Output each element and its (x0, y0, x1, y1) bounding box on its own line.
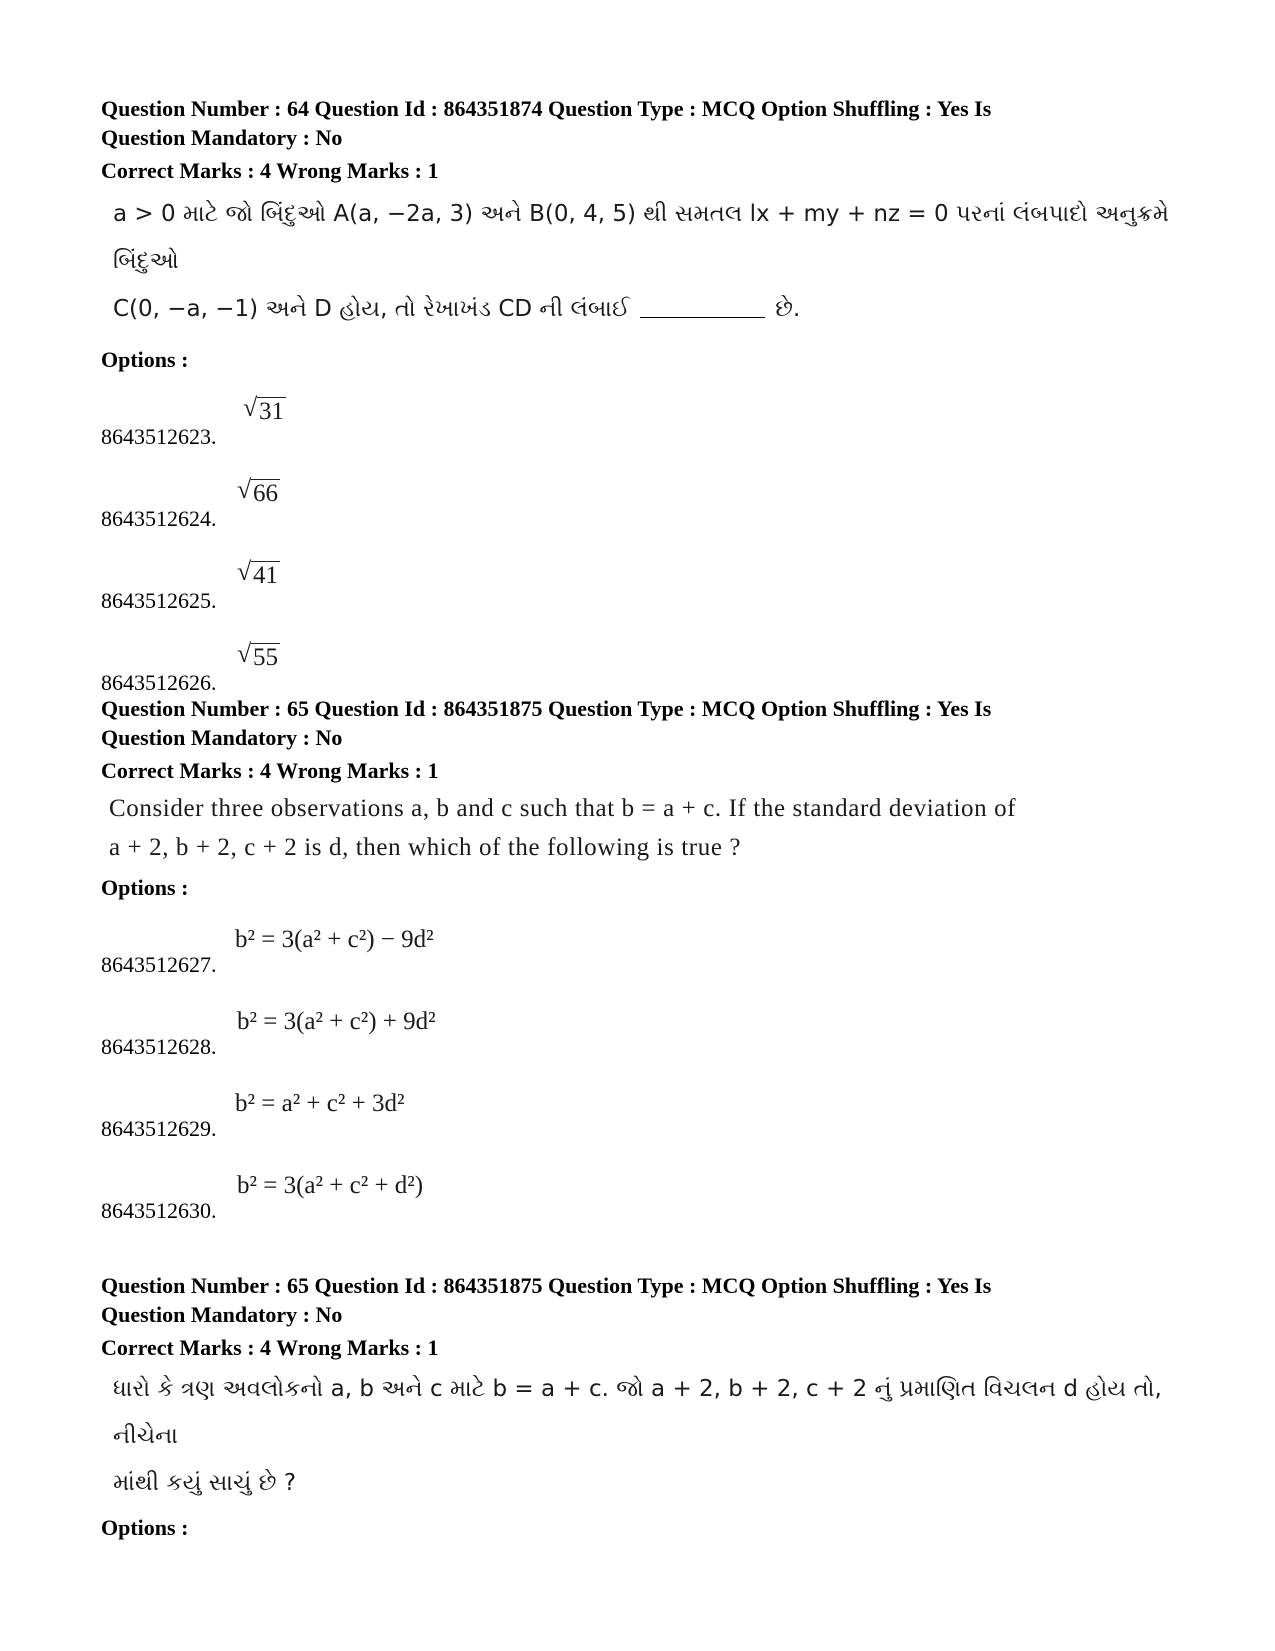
option-value: √ 55 (237, 639, 278, 671)
stem-line: માંથી કયું સાચું છે ? (113, 1470, 297, 1496)
option-value: √ 41 (237, 557, 278, 589)
options-list (101, 374, 1211, 702)
option[interactable] (101, 902, 1211, 984)
stem-text: C(0, −a, −1) અને D હોય, તો રેખાખંડ CD ની લંબાઈ (113, 296, 630, 322)
option[interactable] (101, 374, 1211, 456)
option-id: 8643512626. (101, 670, 217, 695)
question-header: Question Number : 65 Question Id : 864351875 Question Type : MCQ Option Shuffling : Yes Is (101, 1273, 992, 1298)
option[interactable] (101, 984, 1211, 1066)
option-id: 8643512630. (101, 1198, 217, 1223)
option[interactable] (101, 1066, 1211, 1148)
option-value: b² = 3(a² + c²) + 9d² (237, 1008, 436, 1035)
stem-line: a + 2, b + 2, c + 2 is d, then which of the following is true ? (109, 834, 742, 861)
stem-line: Consider three observations a, b and c such that b = a + c. If the standard deviation of (109, 795, 1017, 822)
question-stem (113, 191, 1211, 333)
option-value: b² = 3(a² + c² + d²) (237, 1172, 424, 1199)
option-id: 8643512628. (101, 1034, 217, 1059)
option[interactable] (101, 620, 1211, 702)
question-65 (101, 694, 1211, 1230)
stem-line: ધારો કે ત્રણ અવલોકનો a, b અને c માટે b = a + c. જો a + 2, b + 2, c + 2 નું પ્રમાણિત વિચલન d હોય તો, નીચેના (113, 1376, 1162, 1449)
question-header: Question Number : 64 Question Id : 864351874 Question Type : MCQ Option Shuffling : Yes Is (101, 96, 992, 121)
stem-line: a > 0 માટે જો બિંદુઓ A(a, −2a, 3) અને B(0, 4, 5) થી સમતલ lx + my + nz = 0 પરનાં લંબપાદો અનુક્રમે બિંદુઓ (113, 201, 1170, 274)
option[interactable] (101, 1148, 1211, 1230)
question-stem (109, 789, 1211, 867)
option-id: 8643512624. (101, 506, 217, 531)
question-marks: Correct Marks : 4 Wrong Marks : 1 (101, 158, 439, 183)
option-id: 8643512623. (101, 424, 217, 449)
question-marks: Correct Marks : 4 Wrong Marks : 1 (101, 758, 439, 783)
question-mandatory: Question Mandatory : No (101, 1302, 343, 1327)
option-value: b² = a² + c² + 3d² (235, 1090, 405, 1117)
option[interactable] (101, 456, 1211, 538)
option-id: 8643512625. (101, 588, 217, 613)
stem-text: છે. (775, 296, 801, 322)
option-id: 8643512629. (101, 1116, 217, 1141)
question-65-gujarati (101, 1271, 1211, 1542)
option-value: b² = 3(a² + c²) − 9d² (235, 926, 434, 953)
stem-line (113, 285, 1211, 333)
question-mandatory: Question Mandatory : No (101, 125, 343, 150)
options-label: Options : (101, 347, 189, 372)
question-mandatory: Question Mandatory : No (101, 725, 343, 750)
options-label: Options : (101, 1515, 189, 1540)
options-list (101, 902, 1211, 1230)
option-id: 8643512627. (101, 952, 217, 977)
question-stem (113, 1366, 1211, 1507)
option[interactable] (101, 538, 1211, 620)
question-marks: Correct Marks : 4 Wrong Marks : 1 (101, 1335, 439, 1360)
answer-blank (640, 317, 765, 318)
options-label: Options : (101, 875, 189, 900)
option-value: √ 66 (237, 475, 278, 507)
option-value: √ 31 (243, 393, 284, 425)
question-64 (101, 94, 1211, 702)
question-header: Question Number : 65 Question Id : 864351875 Question Type : MCQ Option Shuffling : Yes Is (101, 696, 992, 721)
